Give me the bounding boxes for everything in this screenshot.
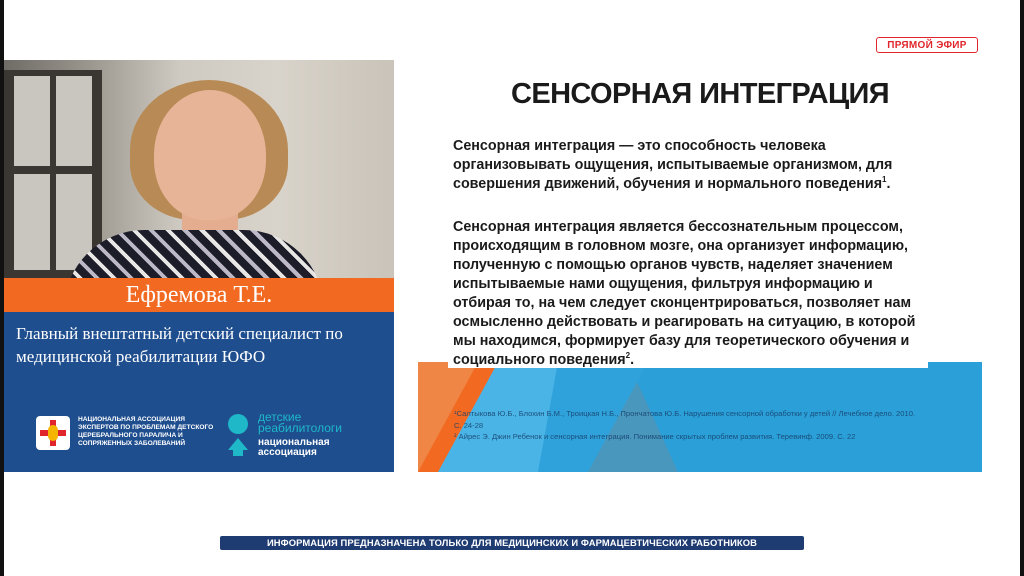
slide-references: [454, 408, 924, 443]
disclaimer-banner: ИНФОРМАЦИЯ ПРЕДНАЗНАЧЕНА ТОЛЬКО ДЛЯ МЕДИЦИНСКИХ И ФАРМАЦЕВТИЧЕСКИХ РАБОТНИКОВ: [220, 536, 804, 550]
logos-row: [4, 408, 394, 472]
association-emblem-icon: [36, 416, 70, 450]
rehab-logo-icon: [226, 414, 250, 458]
speaker-info: [4, 312, 394, 472]
association-logo-text: НАЦИОНАЛЬНАЯ АССОЦИАЦИЯ ЭКСПЕРТОВ ПО ПРОБЛЕМАМ ДЕТСКОГО ЦЕРЕБРАЛЬНОГО ПАРАЛИЧА И СОПРЯЖЕННЫХ ЗАБОЛЕВАНИЙ: [78, 416, 214, 447]
slide-paragraph-1: Сенсорная интеграция — это способность человека организовывать ощущения, испытываемые организмом, для совершения движений, обучения и нормального поведения$^1$.: [453, 138, 893, 192]
reference-1: ¹Салтыкова Ю.Б., Блохин Б.М., Троицкая Н.Б., Прончатова Ю.Б. Нарушения сенсорной обработки у детей // Лечебное дело. 2010. С. 24-28: [454, 409, 916, 430]
live-badge: ПРЯМОЙ ЭФИР: [876, 37, 978, 53]
speaker-video[interactable]: [4, 60, 394, 278]
rehab-logo-title: детские реабилитологи: [258, 410, 342, 435]
speaker-role: Главный внештатный детский специалист по медицинской реабилитации ЮФО: [16, 324, 343, 366]
presentation-slide: [418, 60, 982, 472]
rehab-logo-subtitle: национальная ассоциация: [258, 437, 330, 458]
slide-paragraph-2: Сенсорная интеграция является бессознательным процессом, происходящим в головном мозге, она организует информацию, полученную с помощью органов чувств, наделяет значением испытываемые нами ощущения, фильтруя информацию и отбирая то, на чем следует сконцентрироваться, позволяет нам осмысленно действовать и реагировать на ситуацию, в которой мы находимся, формирует базу для теоретического обучения и социального поведения$^2$.: [453, 219, 916, 368]
speaker-panel: [4, 60, 394, 472]
reference-2: ² Айрес Э. Джин Ребенок и сенсорная интеграция. Понимание скрытых проблем развития. Теревинф. 2009. С. 22: [454, 432, 856, 441]
right-border: [1020, 0, 1024, 576]
background-door: [4, 70, 102, 278]
speaker-torso: [64, 230, 324, 278]
slide-title: СЕНСОРНАЯ ИНТЕГРАЦИЯ: [510, 78, 890, 110]
speaker-name: Ефремова Т.Е.: [4, 278, 394, 312]
speaker-face: [154, 90, 266, 220]
